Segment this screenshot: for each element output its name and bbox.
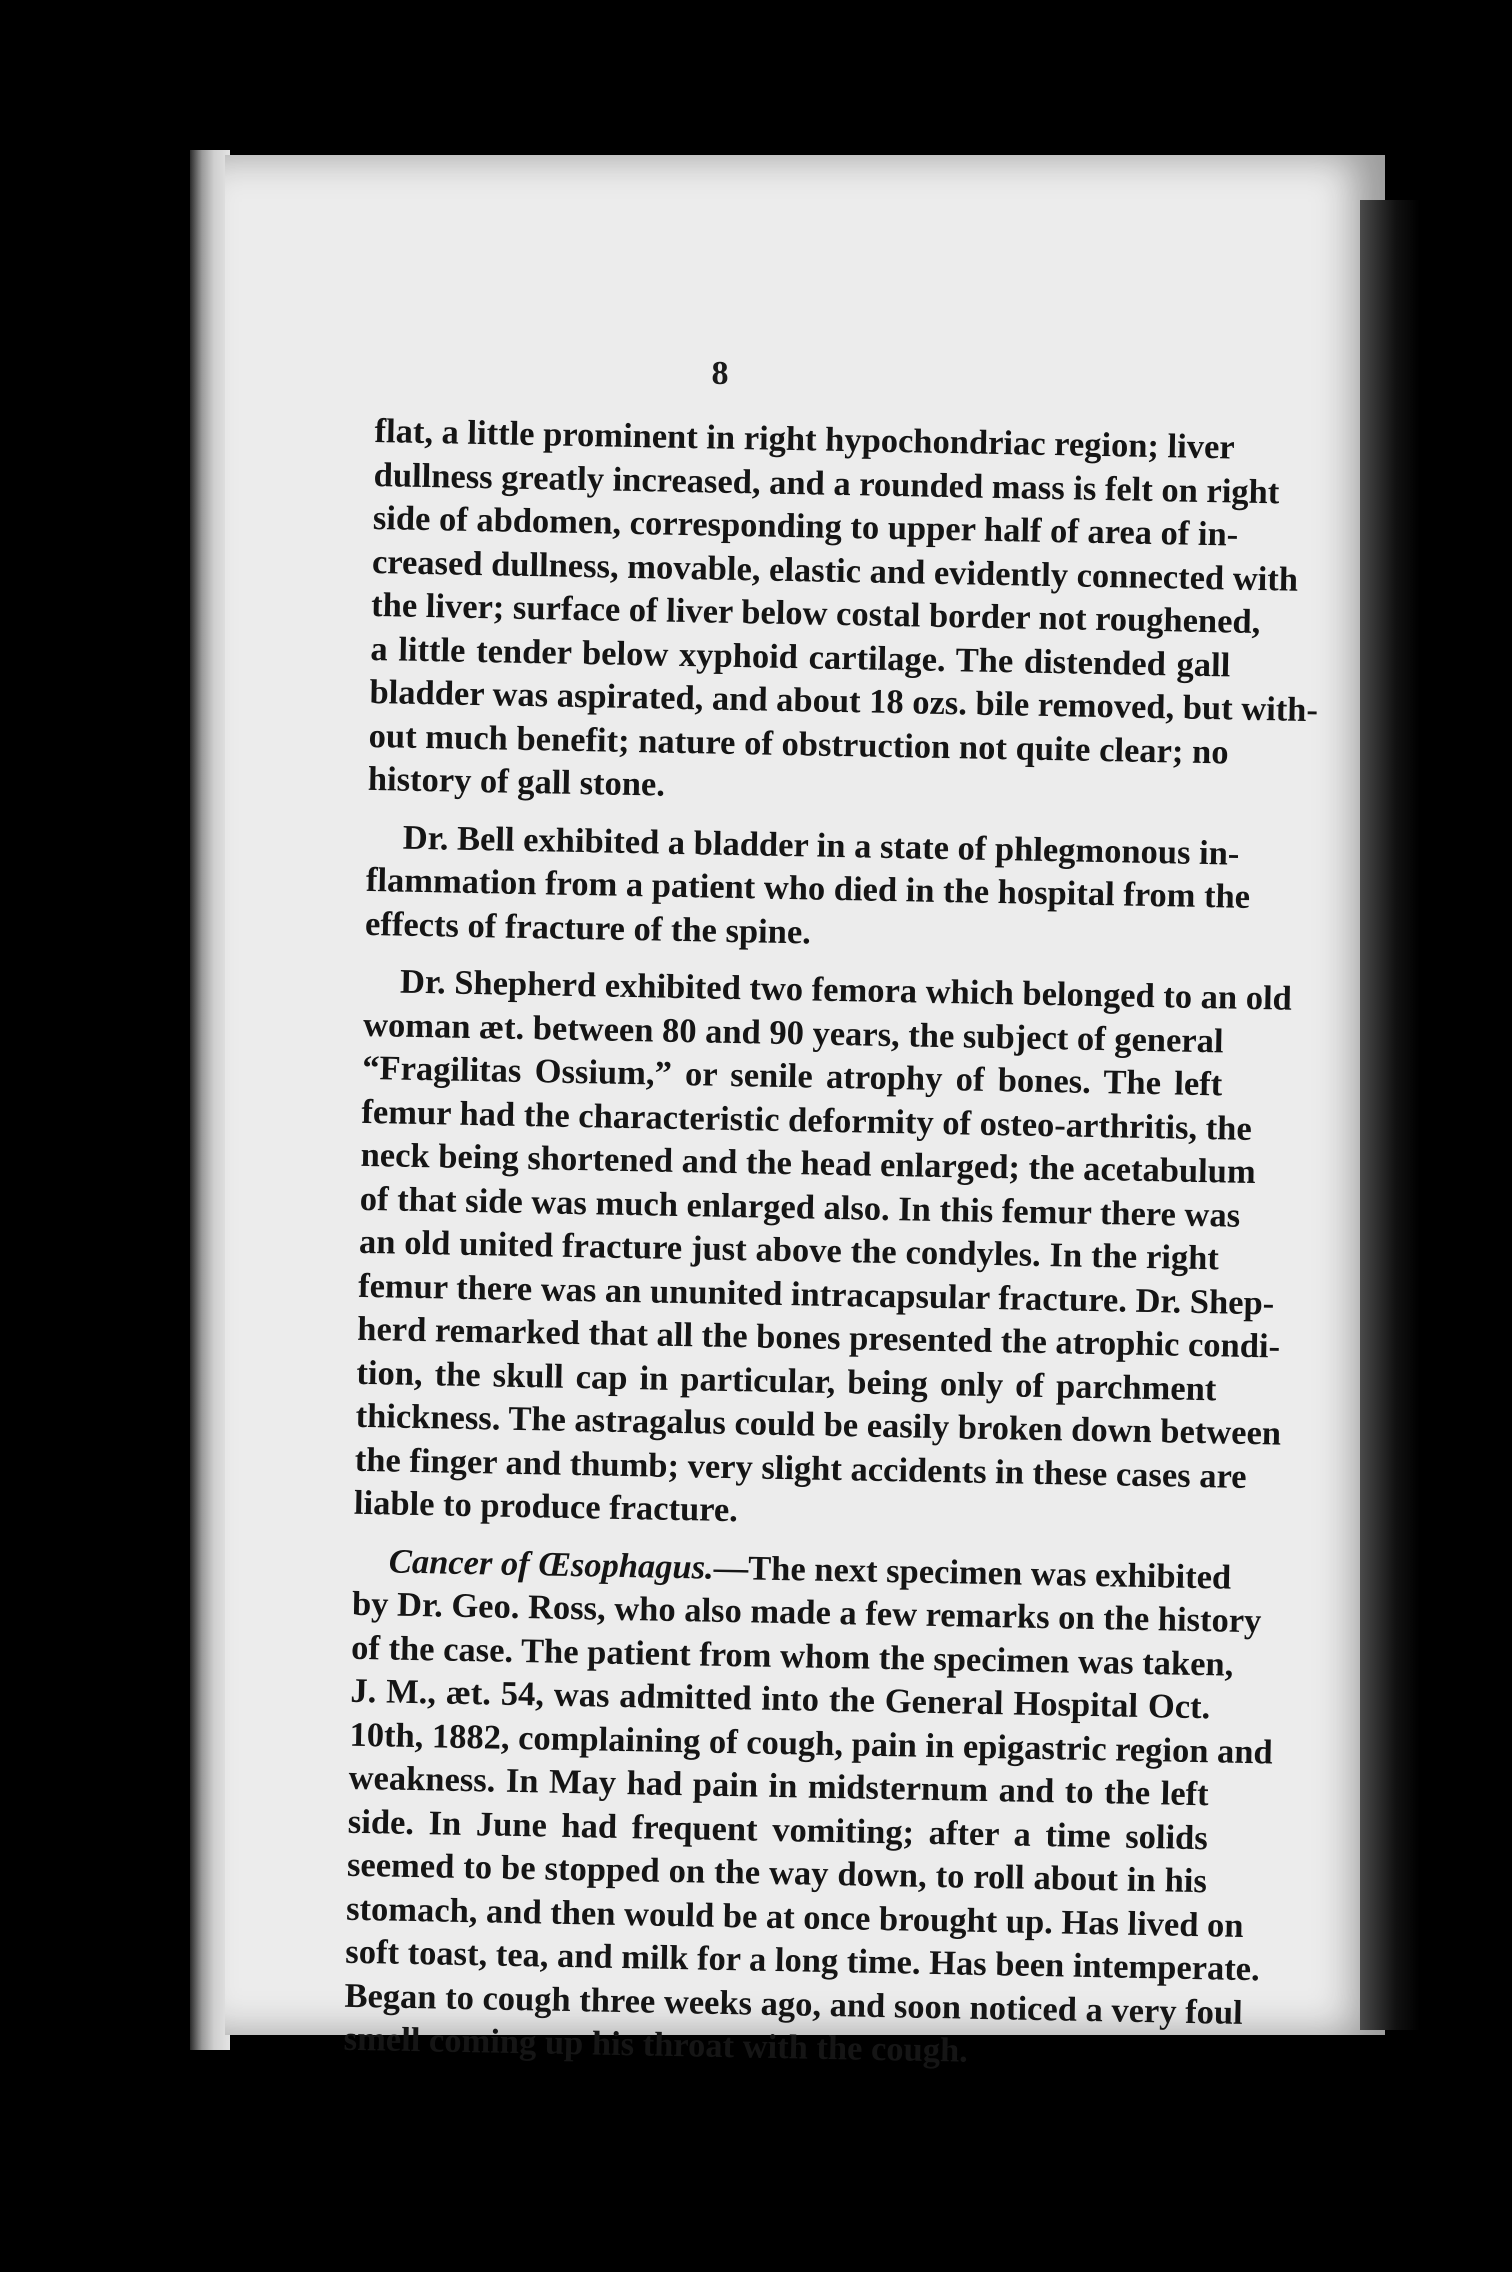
paragraph-2 <box>364 815 1251 962</box>
text-line: the liver; surface of liver below costal border not roughened, <box>370 585 1261 642</box>
body-text <box>343 410 1319 2078</box>
text-line: flammation from a patient who died in the hospital from the <box>365 860 1251 916</box>
text-line: dullness greatly increased, and a rounded mass is felt on right <box>373 455 1280 511</box>
text-line: smell coming up his throat with the cough. <box>343 2019 969 2070</box>
page-stack-edge <box>190 150 230 2050</box>
paragraph-3 <box>353 960 1293 1542</box>
text-line: Began to cough three weeks ago, and soon noticed a very foul <box>344 1976 1244 2032</box>
text-line: bladder was aspirated, and about 18 ozs. bile removed, but with- <box>369 672 1319 730</box>
text-line: femur had the characteristic deformity of osteo-arthritis, the <box>361 1092 1253 1148</box>
text-line: of that side was much enlarged also. In this femur there was <box>359 1179 1241 1235</box>
book-gutter-shadow <box>1360 200 1420 2030</box>
text-line: a little tender below xyphoid cartilage. The distended gall <box>370 629 1231 684</box>
text-line: effects of fracture of the spine. <box>364 904 812 951</box>
text-line: liable to produce fracture. <box>353 1483 739 1530</box>
text-line: thickness. The astragalus could be easily broken down between <box>355 1396 1282 1453</box>
text-line: out much benefit; nature of obstruction not quite clear; no <box>368 716 1229 771</box>
page-number: 8 <box>711 355 729 392</box>
text-line: the finger and thumb; very slight accidents in these cases are <box>354 1440 1247 1496</box>
text-line: by Dr. Geo. Ross, who also made a few remarks on the history <box>351 1584 1262 1641</box>
paragraph-4 <box>343 1539 1274 2077</box>
text-line: Dr. Shepherd exhibited two femora which belonged to an old <box>399 962 1293 1018</box>
text-line: tion, the skull cap in particular, being only of parchment <box>356 1353 1217 1408</box>
text-line: of the case. The patient from whom the specimen was taken, <box>350 1628 1234 1684</box>
text-line: weakness. In May had pain in midsternum and to the left <box>348 1758 1209 1814</box>
text-line: femur there was an ununited intracapsular fracture. Dr. Shep- <box>357 1266 1275 1322</box>
text-line: J. M., æt. 54, was admitted into the General Hospital Oct. <box>350 1671 1211 1727</box>
text-line: “Fragilitas Ossium,” or senile atrophy of bones. The left <box>362 1048 1223 1104</box>
section-heading: Cancer of Œsophagus. <box>388 1541 715 1587</box>
text-line: flat, a little prominent in right hypochondriac region; liver <box>374 411 1236 467</box>
text-line: soft toast, tea, and milk for a long time. Has been intemperate. <box>345 1932 1261 1989</box>
text-line: side. In June had frequent vomiting; after a time solids <box>347 1802 1209 1857</box>
text-line: seemed to be stopped on the way down, to roll about in his <box>346 1845 1208 1901</box>
text-line: neck being shortened and the head enlarged; the acetabulum <box>360 1135 1257 1192</box>
text-line: creased dullness, movable, elastic and evidently connected with <box>371 542 1299 599</box>
text-line: Dr. Bell exhibited a bladder in a state of phlegmonous in- <box>402 818 1240 873</box>
text-line: woman æt. between 80 and 90 years, the subject of general <box>362 1005 1224 1060</box>
text-line: history of gall stone. <box>367 759 666 804</box>
paragraph-1 <box>367 410 1319 818</box>
book-page <box>225 155 1385 2070</box>
text-line: 10th, 1882, complaining of cough, pain in epigastric region and <box>349 1715 1274 1771</box>
text-line: an old united fracture just above the condyles. In the right <box>358 1222 1220 1278</box>
text-line: side of abdomen, corresponding to upper half of area of in- <box>372 498 1239 554</box>
text-line: stomach, and then would be at once brought up. Has lived on <box>345 1889 1244 1945</box>
text-line: herd remarked that all the bones presented the atrophic condi- <box>356 1309 1281 1366</box>
text-line-rest: —The next specimen was exhibited <box>713 1548 1232 1597</box>
